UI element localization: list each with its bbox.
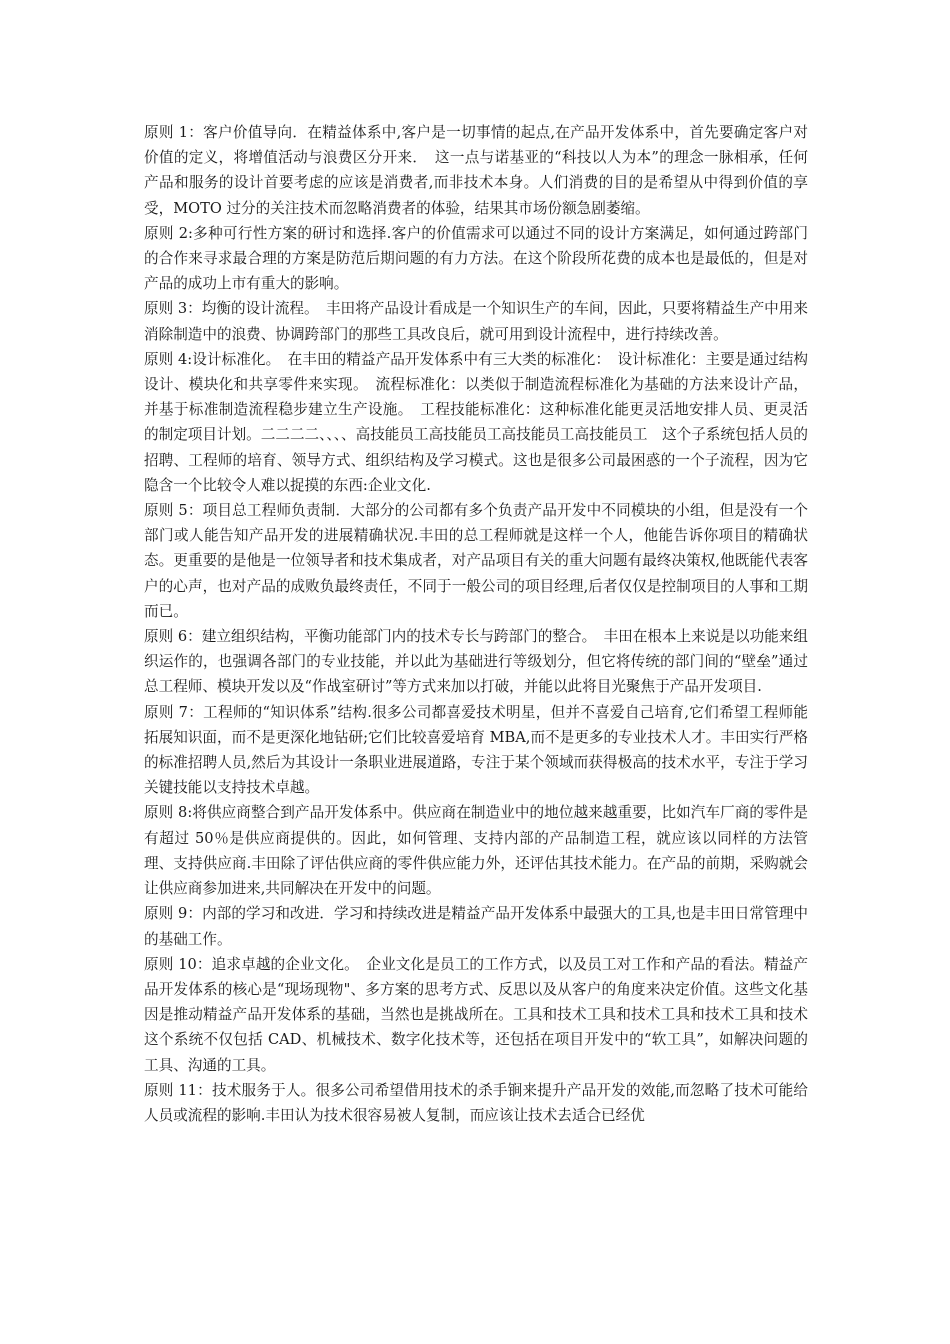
paragraph-principle-4: 原则 4:设计标准化。 在丰田的精益产品开发体系中有三大类的标准化： 设计标准化：主要是通过结构设计、模块化和共享零件来实现。 流程标准化：以类似于制造流程标准化为基础的方法来设计产品，并基于标准制造流程稳步建立生产设施。 工程技能标准化：这种标准化能更灵活地安排人员、更灵活的制定项目计划。二二二二、、、、高技能员工高技能员工高技能员工高技能员工 这个子系统包括人员的招聘、工程师的培育、领导方式、组织结构及学习模式。这也是很多公司最困惑的一个子流程，因为它隐含一个比较令人难以捉摸的东西:企业文化. — [144, 350, 809, 494]
document-body — [144, 120, 823, 1128]
paragraph-principle-1: 原则 1：客户价值导向．在精益体系中,客户是一切事情的起点,在产品开发体系中，首先要确定客户对价值的定义，将增值活动与浪费区分开来． 这一点与诺基亚的“科技以人为本”的理念一脉相承，任何产品和服务的设计首要考虑的应该是消费者,而非技术本身。人们消费的目的是希望从中得到价值的享受，MOTO 过分的关注技术而忽略消费者的体验，结果其市场份额急剧萎缩。 — [144, 124, 808, 217]
paragraph-principle-7: 原则 7：工程师的“知识体系”结构.很多公司都喜爱技术明星，但并不喜爱自己培育,它们希望工程师能拓展知识面，而不是更深化地钻研;它们比较喜爱培育 MBA,而不是更多的专业技术人才。丰田实行严格的标准招聘人员,然后为其设计一条职业进展道路，专注于某个领域而获得极高的技术水平，专注于学习关键技能以支持技术卓越。 — [144, 703, 808, 797]
paragraph-principle-11: 原则 11：技术服务于人。很多公司希望借用技术的杀手锏来提升产品开发的效能,而忽略了技术可能给人员或流程的影响.丰田认为技术很容易被人复制，而应该让技术去适合已经优 — [144, 1081, 808, 1124]
paragraph-principle-2: 原则 2:多种可行性方案的研讨和选择.客户的价值需求可以通过不同的设计方案满足，如何通过跨部门的合作来寻求最合理的方案是防范后期问题的有力方法。在这个阶段所花费的成本也是最低的，但是对产品的成功上市有重大的影响。 — [144, 224, 808, 293]
paragraph-principle-3: 原则 3：均衡的设计流程。 丰田将产品设计看成是一个知识生产的车间，因此，只要将精益生产中用来消除制造中的浪费、协调跨部门的那些工具改良后，就可用到设计流程中，进行持续改善。 — [144, 300, 808, 343]
paragraph-principle-5: 原则 5：项目总工程师负责制．大部分的公司都有多个负责产品开发中不同模块的小组，但是没有一个部门或人能告知产品开发的进展精确状况.丰田的总工程师就是这样一个人，他能告诉你项目的精确状态。更重要的是他是一位领导者和技术集成者，对产品项目有关的重大问题有最终决策权,他既能代表客户的心声，也对产品的成败负最终责任，不同于一般公司的项目经理,后者仅仅是控制项目的人事和工期而已。 — [144, 502, 808, 620]
paragraph-principle-8: 原则 8:将供应商整合到产品开发体系中。供应商在制造业中的地位越来越重要，比如汽车厂商的零件是有超过 50％是供应商提供的。因此，如何管理、支持内部的产品制造工程，就应该以同样的方法管理、支持供应商.丰田除了评估供应商的零件供应能力外，还评估其技术能力。在产品的前期，采购就会让供应商参加进来,共同解决在开发中的问题。 — [144, 804, 808, 898]
paragraph-principle-6: 原则 6：建立组织结构，平衡功能部门内的技术专长与跨部门的整合。 丰田在根本上来说是以功能来组织运作的，也强调各部门的专业技能，并以此为基础进行等级划分，但它将传统的部门间的“壁垒”通过总工程师、模块开发以及“作战室研讨”等方式来加以打破，并能以此将目光聚焦于产品开发项目. — [144, 628, 808, 696]
paragraph-principle-10: 原则 10：追求卓越的企业文化。 企业文化是员工的工作方式，以及员工对工作和产品的看法。精益产品开发体系的核心是“现场现物"、多方案的思考方式、反思以及从客户的角度来决定价值。这些文化基因是推动精益产品开发体系的基础，当然也是挑战所在。工具和技术工具和技术工具和技术工具和技术 这个系统不仅包括 CAD、机械技术、数字化技术等，还包括在项目开发中的“软工具”，如解决问题的工具、沟通的工具。 — [144, 955, 823, 1074]
paragraph-principle-9: 原则 9：内部的学习和改进．学习和持续改进是精益产品开发体系中最强大的工具,也是丰田日常管理中的基础工作。 — [144, 905, 808, 948]
